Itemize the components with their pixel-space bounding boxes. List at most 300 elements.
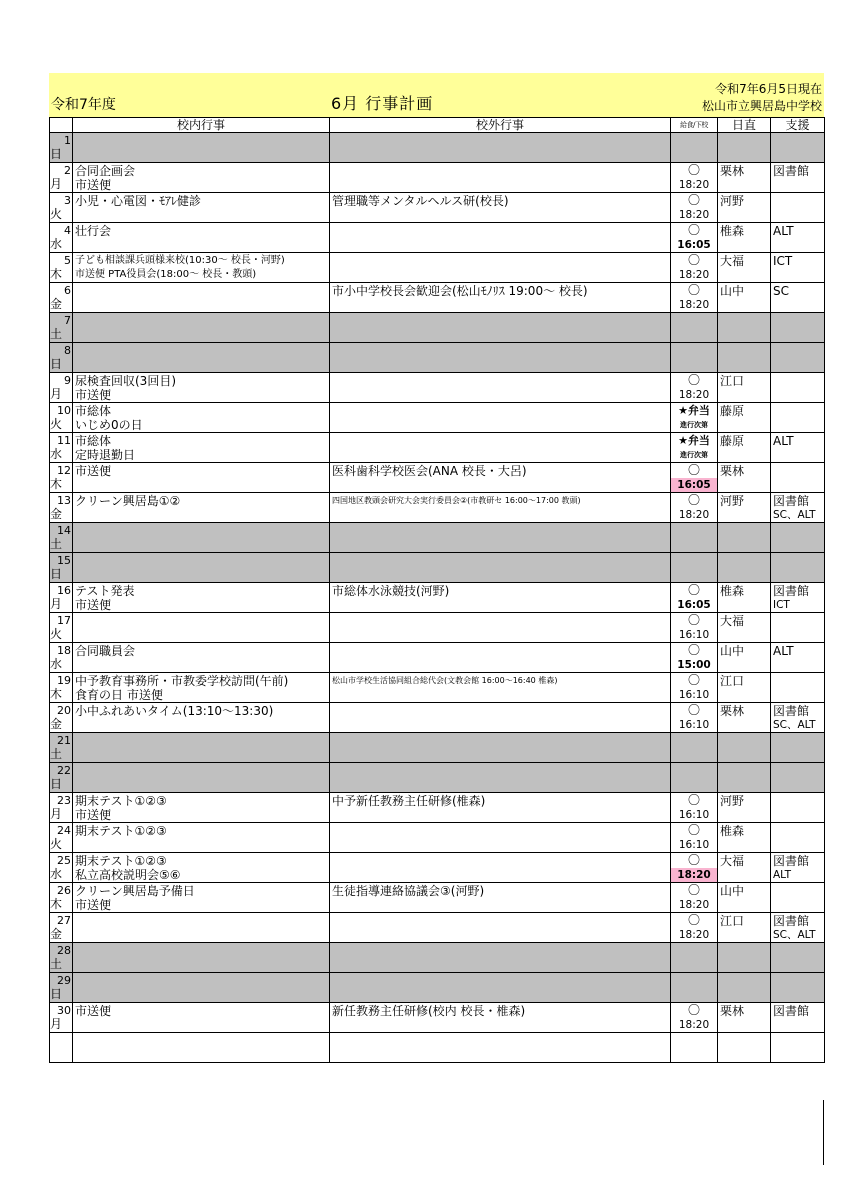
external-events (330, 343, 671, 373)
schedule-sheet (49, 73, 824, 1063)
table-row (50, 463, 825, 493)
weekday: 月 (50, 177, 63, 191)
date-cell (50, 703, 73, 733)
lunch-dismissal (671, 373, 718, 403)
weekday: 日 (50, 567, 63, 581)
support-cell (771, 913, 825, 943)
weekday: 土 (50, 537, 63, 551)
table-row (50, 373, 825, 403)
dismissal-time (671, 958, 717, 972)
internal-events (73, 463, 330, 493)
duty-person: 山中 (718, 883, 771, 913)
lunch-mark: 〇 (687, 673, 700, 687)
duty-person (718, 523, 771, 553)
external-events (330, 973, 671, 1003)
lunch-dismissal (671, 163, 718, 193)
duty-person: 椎森 (718, 583, 771, 613)
duty-person: 大福 (718, 613, 771, 643)
support-item: 図書館 (773, 584, 810, 598)
external-event: 医科歯科学校医会(ANA 校長・大呂) (332, 464, 527, 478)
internal-event: クリーン興居島予備日 (75, 884, 195, 898)
internal-event: 私立高校説明会⑤⑥ (75, 868, 181, 882)
col-internal-header: 校内行事 (73, 118, 330, 133)
internal-events (73, 643, 330, 673)
date-cell (50, 373, 73, 403)
date-cell (50, 943, 73, 973)
lunch-mark (671, 133, 717, 148)
internal-event: 食育の日 市送便 (75, 688, 163, 702)
duty-person (718, 943, 771, 973)
external-events (330, 553, 671, 583)
support-cell (771, 1003, 825, 1033)
table-row (50, 583, 825, 613)
internal-event: 市送便 (75, 1004, 112, 1018)
lunch-mark: 〇 (687, 373, 700, 387)
external-event: 新任教務主任研修(校内 校長・椎森) (332, 1004, 526, 1018)
table-row (50, 343, 825, 373)
duty-person: 藤原 (718, 433, 771, 463)
duty-person (718, 973, 771, 1003)
page-edge-line (823, 1100, 824, 1165)
external-events (330, 193, 671, 223)
lunch-dismissal (671, 673, 718, 703)
table-row (50, 763, 825, 793)
date-cell (50, 523, 73, 553)
weekday: 木 (50, 267, 63, 281)
internal-events (73, 163, 330, 193)
external-events (330, 673, 671, 703)
internal-event: 合同職員会 (75, 644, 136, 658)
weekday: 月 (50, 387, 63, 401)
date-cell (50, 493, 73, 523)
dismissal-time: 16:10 (678, 839, 710, 851)
lunch-dismissal (671, 403, 718, 433)
internal-events (73, 943, 330, 973)
weekday: 火 (50, 207, 63, 221)
date-cell (50, 343, 73, 373)
internal-event: 市送便 (75, 388, 112, 402)
day-number: 14 (57, 524, 71, 537)
weekday: 火 (50, 417, 63, 431)
support-item: ICT (773, 254, 793, 268)
lunch-mark (671, 523, 717, 538)
internal-event: 定時退勤日 (75, 448, 136, 462)
col-external-header: 校外行事 (330, 118, 671, 133)
day-number: 22 (57, 764, 71, 777)
weekday: 日 (50, 987, 63, 1001)
lunch-mark: ★弁当 (678, 404, 710, 417)
external-events (330, 1003, 671, 1033)
weekday: 木 (50, 897, 63, 911)
support-cell (771, 283, 825, 313)
weekday: 月 (50, 1017, 63, 1031)
internal-event: 市送便 (75, 464, 112, 478)
duty-person: 栗林 (718, 463, 771, 493)
support-item: ICT (773, 599, 790, 611)
date-cell (50, 223, 73, 253)
dismissal-time: 18:20 (678, 209, 710, 221)
lunch-dismissal (671, 553, 718, 583)
external-event: 市総体水泳競技(河野) (332, 584, 450, 598)
table-row (50, 493, 825, 523)
support-cell (771, 643, 825, 673)
internal-events (73, 613, 330, 643)
internal-event: テスト発表 (75, 584, 135, 598)
date-cell (50, 133, 73, 163)
col-date-header (50, 118, 73, 133)
internal-events (73, 763, 330, 793)
dismissal-time (671, 988, 717, 1002)
day-number: 6 (64, 284, 71, 297)
external-events (330, 763, 671, 793)
table-row (50, 943, 825, 973)
fiscal-year: 令和7年度 (51, 97, 116, 113)
duty-person: 河野 (718, 193, 771, 223)
date-cell (50, 763, 73, 793)
day-number: 26 (57, 884, 71, 897)
blank-cell (718, 1033, 771, 1063)
support-cell (771, 463, 825, 493)
weekday: 木 (50, 687, 63, 701)
weekday: 水 (50, 867, 63, 881)
table-row (50, 853, 825, 883)
internal-events (73, 553, 330, 583)
internal-events (73, 913, 330, 943)
date-cell (50, 193, 73, 223)
duty-person (718, 553, 771, 583)
lunch-dismissal (671, 913, 718, 943)
lunch-mark: 〇 (687, 283, 700, 297)
internal-event: 小中ふれあいタイム(13:10～13:30) (75, 704, 274, 718)
weekday: 水 (50, 237, 63, 251)
internal-events (73, 283, 330, 313)
date-cell (50, 553, 73, 583)
internal-events (73, 193, 330, 223)
lunch-mark: 〇 (687, 613, 700, 627)
weekday: 金 (50, 507, 63, 521)
internal-events (73, 673, 330, 703)
day-number: 25 (57, 854, 71, 867)
day-number: 4 (64, 224, 71, 237)
internal-event: 中予教育事務所・市教委学校訪問(午前) (75, 674, 289, 688)
day-number: 28 (57, 944, 71, 957)
lunch-dismissal (671, 523, 718, 553)
date-cell (50, 163, 73, 193)
day-number: 29 (57, 974, 71, 987)
duty-person: 栗林 (718, 703, 771, 733)
blank-cell (73, 1033, 330, 1063)
table-row (50, 913, 825, 943)
support-cell (771, 823, 825, 853)
day-number: 9 (64, 374, 71, 387)
internal-events (73, 733, 330, 763)
support-cell (771, 583, 825, 613)
support-cell (771, 433, 825, 463)
blank-cell (50, 1033, 73, 1063)
internal-events (73, 223, 330, 253)
dismissal-time: 18:20 (678, 1019, 710, 1031)
lunch-dismissal (671, 193, 718, 223)
internal-events (73, 883, 330, 913)
lunch-mark (671, 943, 717, 958)
weekday: 木 (50, 477, 63, 491)
day-number: 10 (57, 404, 71, 417)
table-row (50, 523, 825, 553)
internal-events (73, 853, 330, 883)
dismissal-time (671, 748, 717, 762)
support-cell (771, 763, 825, 793)
dismissal-time: 16:10 (678, 629, 710, 641)
internal-event: 壮行会 (75, 224, 112, 238)
duty-person: 椎森 (718, 223, 771, 253)
lunch-dismissal (671, 823, 718, 853)
lunch-dismissal (671, 343, 718, 373)
lunch-dismissal (671, 763, 718, 793)
table-row (50, 433, 825, 463)
internal-events (73, 133, 330, 163)
day-number: 20 (57, 704, 71, 717)
internal-event: 市総体 (75, 434, 112, 448)
internal-events (73, 313, 330, 343)
table-row (50, 1003, 825, 1033)
external-events (330, 133, 671, 163)
school-name: 松山市立興居島中学校 (701, 99, 822, 113)
lunch-dismissal (671, 733, 718, 763)
support-item: SC (773, 284, 789, 298)
lunch-dismissal (671, 493, 718, 523)
dismissal-time (671, 358, 717, 372)
external-event: 中予新任教務主任研修(椎森) (332, 794, 486, 808)
day-number: 7 (64, 314, 71, 327)
duty-person: 藤原 (718, 403, 771, 433)
table-row (50, 553, 825, 583)
lunch-dismissal (671, 1003, 718, 1033)
lunch-mark (671, 313, 717, 328)
external-events (330, 373, 671, 403)
day-number: 17 (57, 614, 71, 627)
dismissal-time: 16:10 (678, 689, 710, 701)
internal-events (73, 703, 330, 733)
table-row (50, 313, 825, 343)
support-cell (771, 253, 825, 283)
external-event: 四国地区教頭会研究大会実行委員会②(市教研セ 16:00～17:00 教頭) (332, 496, 581, 505)
table-row (50, 643, 825, 673)
support-cell (771, 523, 825, 553)
lunch-dismissal (671, 853, 718, 883)
date-cell (50, 973, 73, 1003)
support-cell (771, 793, 825, 823)
internal-event: 市送便 (75, 598, 112, 612)
internal-event: 期末テスト①②③ (75, 794, 167, 808)
date-cell (50, 853, 73, 883)
support-item: SC、ALT (773, 509, 816, 521)
support-cell (771, 193, 825, 223)
external-events (330, 583, 671, 613)
external-events (330, 733, 671, 763)
support-cell (771, 883, 825, 913)
support-cell (771, 223, 825, 253)
support-cell (771, 373, 825, 403)
external-events (330, 523, 671, 553)
support-item: 図書館 (773, 164, 810, 178)
lunch-dismissal (671, 883, 718, 913)
support-cell (771, 313, 825, 343)
dismissal-time: 16:10 (678, 809, 710, 821)
lunch-mark: 〇 (687, 703, 700, 717)
table-row (50, 193, 825, 223)
support-item: SC、ALT (773, 929, 816, 941)
dismissal-time: 18:20 (678, 269, 710, 281)
support-cell (771, 403, 825, 433)
dismissal-time: 18:20 (678, 899, 710, 911)
table-row (50, 133, 825, 163)
lunch-mark: 〇 (687, 253, 700, 267)
internal-event: 尿検査回収(3回目) (75, 374, 176, 388)
lunch-mark: ★弁当 (678, 434, 710, 447)
duty-person: 山中 (718, 283, 771, 313)
support-cell (771, 943, 825, 973)
lunch-mark (671, 343, 717, 358)
support-item: ALT (773, 224, 794, 238)
external-event: 市小中学校長会歓迎会(松山ﾓﾉﾘｽ 19:00～ 校長) (332, 284, 588, 298)
internal-event: 市送便 (75, 808, 112, 822)
dismissal-time (671, 328, 717, 342)
table-row (50, 703, 825, 733)
lunch-dismissal (671, 463, 718, 493)
lunch-dismissal (671, 223, 718, 253)
day-number: 1 (64, 134, 71, 147)
support-item: ALT (773, 434, 794, 448)
external-events (330, 463, 671, 493)
day-number: 15 (57, 554, 71, 567)
external-events (330, 253, 671, 283)
dismissal-time: 18:20 (678, 929, 710, 941)
dismissal-time: 16:05 (677, 239, 711, 251)
external-events (330, 703, 671, 733)
lunch-mark: 〇 (687, 853, 700, 867)
date-cell (50, 253, 73, 283)
date-cell (50, 1003, 73, 1033)
external-events (330, 223, 671, 253)
date-cell (50, 283, 73, 313)
lunch-mark: 〇 (687, 583, 700, 597)
internal-events (73, 973, 330, 1003)
duty-person (718, 733, 771, 763)
day-number: 8 (64, 344, 71, 357)
table-row (50, 403, 825, 433)
duty-person (718, 763, 771, 793)
blank-cell (330, 1033, 671, 1063)
internal-event: クリーン興居島①② (75, 494, 181, 508)
external-events (330, 943, 671, 973)
duty-person: 河野 (718, 493, 771, 523)
date-cell (50, 913, 73, 943)
external-events (330, 613, 671, 643)
weekday: 土 (50, 327, 63, 341)
lunch-mark: 〇 (687, 463, 700, 477)
date-cell (50, 673, 73, 703)
internal-event: 期末テスト①②③ (75, 854, 167, 868)
dismissal-time: 18:20 (671, 868, 717, 882)
weekday: 日 (50, 777, 63, 791)
lunch-dismissal (671, 703, 718, 733)
lunch-mark: 〇 (687, 163, 700, 177)
dismissal-time: 18:20 (678, 389, 710, 401)
internal-event: 市総体 (75, 404, 112, 418)
lunch-mark: 〇 (687, 493, 700, 507)
col-support-header: 支援 (771, 118, 825, 133)
duty-person: 栗林 (718, 1003, 771, 1033)
weekday: 水 (50, 447, 63, 461)
external-event: 松山市学校生活協同組合総代会(文教会館 16:00～16:40 椎森) (332, 676, 558, 685)
support-cell (771, 613, 825, 643)
weekday: 日 (50, 357, 63, 371)
internal-events (73, 583, 330, 613)
support-cell (771, 553, 825, 583)
lunch-dismissal (671, 643, 718, 673)
table-row (50, 793, 825, 823)
day-number: 3 (64, 194, 71, 207)
support-item: SC、ALT (773, 719, 816, 731)
weekday: 火 (50, 627, 63, 641)
internal-events (73, 373, 330, 403)
lunch-mark: 〇 (687, 1003, 700, 1017)
day-number: 30 (57, 1004, 71, 1017)
date-cell (50, 583, 73, 613)
date-cell (50, 733, 73, 763)
support-cell (771, 973, 825, 1003)
dismissal-time: 進行次第 (680, 451, 708, 459)
external-event: 生徒指導連絡協議会③(河野) (332, 884, 485, 898)
day-number: 16 (57, 584, 71, 597)
table-row (50, 823, 825, 853)
weekday: 土 (50, 957, 63, 971)
support-cell (771, 493, 825, 523)
dismissal-time: 18:20 (678, 299, 710, 311)
lunch-mark: 〇 (687, 823, 700, 837)
weekday: 火 (50, 837, 63, 851)
lunch-mark: 〇 (687, 793, 700, 807)
table-row (50, 163, 825, 193)
dismissal-time: 進行次第 (680, 421, 708, 429)
duty-person: 江口 (718, 373, 771, 403)
internal-events (73, 823, 330, 853)
internal-event: 合同企画会 (75, 164, 136, 178)
duty-person: 江口 (718, 673, 771, 703)
date-cell (50, 313, 73, 343)
day-number: 11 (57, 434, 71, 447)
date-cell (50, 883, 73, 913)
support-cell (771, 163, 825, 193)
internal-events (73, 433, 330, 463)
internal-events (73, 793, 330, 823)
duty-person: 河野 (718, 793, 771, 823)
day-number: 21 (57, 734, 71, 747)
table-row (50, 223, 825, 253)
blank-cell (671, 1033, 718, 1063)
external-events (330, 433, 671, 463)
support-item: ALT (773, 644, 794, 658)
dismissal-time: 16:10 (678, 719, 710, 731)
weekday: 日 (50, 147, 63, 161)
lunch-mark: 〇 (687, 883, 700, 897)
dismissal-time (671, 148, 717, 162)
dismissal-time: 15:00 (677, 659, 711, 671)
weekday: 金 (50, 297, 63, 311)
dismissal-time: 16:05 (677, 599, 711, 611)
internal-events (73, 403, 330, 433)
day-number: 2 (64, 164, 71, 177)
